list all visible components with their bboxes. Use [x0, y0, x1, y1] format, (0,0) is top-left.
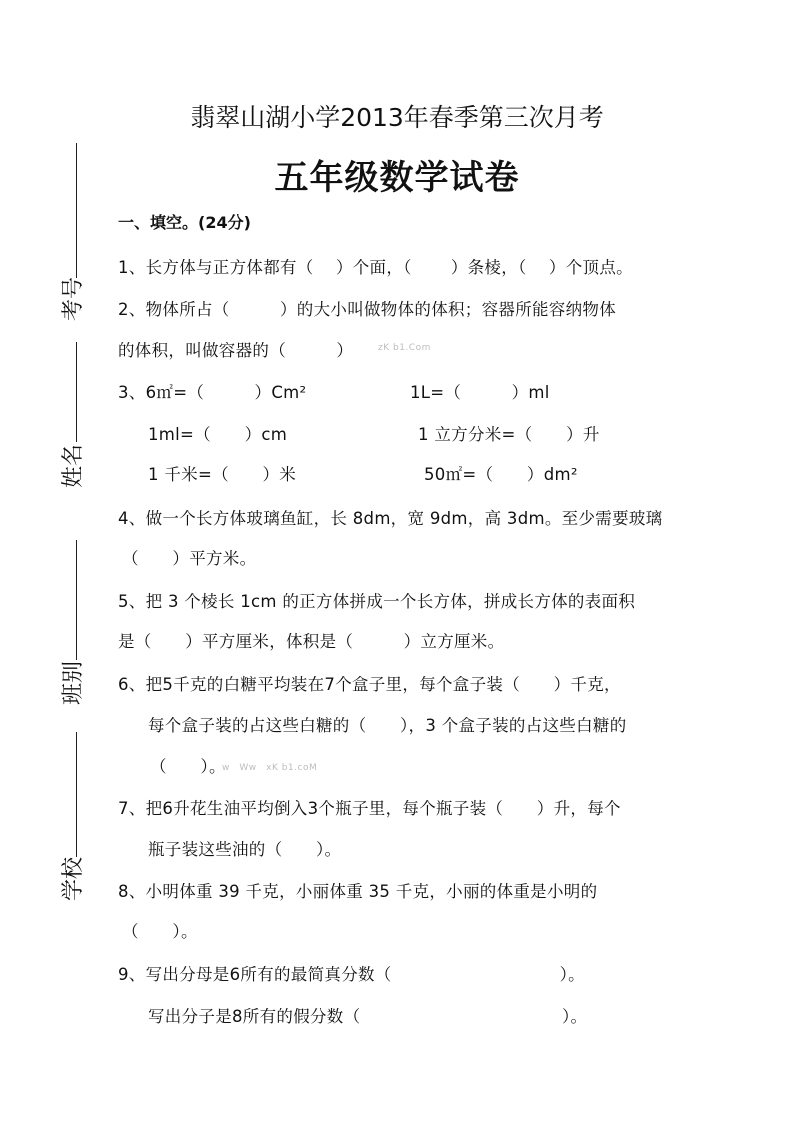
question-7-line-2: 瓶子装这些油的（ ）。	[148, 840, 342, 859]
margin-line-exam-number	[76, 342, 77, 442]
question-2-line-2: 的体积，叫做容器的（ ）	[118, 341, 354, 360]
question-3-item-f: 50㎡=（ ）dm²	[424, 465, 578, 484]
question-3-item-e: 1 千米=（ ）米	[148, 465, 297, 484]
question-1: 1、长方体与正方体都有（ ）个面，（ ）条棱，（ ）个顶点。	[118, 258, 633, 277]
question-7-line-1: 7、把6升花生油平均倒入3个瓶子里，每个瓶子装（ ）升，每个	[118, 799, 621, 818]
school-exam-title: 翡翠山湖小学2013年春季第三次月考	[190, 103, 604, 132]
question-3-item-a: 3、6㎡=（ ）Cm²	[118, 383, 307, 402]
question-6-line-1: 6、把5千克的白糖平均装在7个盒子里，每个盒子装（ ）千克，	[118, 675, 621, 694]
question-4-line-2: （ ）平方米。	[122, 549, 257, 568]
question-6-line-3: （ ）。	[150, 757, 226, 776]
school-label: 学校	[61, 856, 87, 902]
question-9-line-2: 写出分子是8所有的假分数（ ）。	[148, 1007, 588, 1026]
question-8-line-2: （ ）。	[122, 922, 198, 941]
question-9-line-1: 9、写出分母是6所有的最简真分数（ ）。	[118, 965, 585, 984]
margin-line-name	[76, 540, 77, 660]
question-3-item-d: 1 立方分米=（ ）升	[418, 425, 600, 444]
watermark-text: zK b1.Com	[378, 343, 431, 353]
margin-line-class	[76, 732, 77, 857]
question-4-line-1: 4、做一个长方体玻璃鱼缸，长 8dm，宽 9dm，高 3dm。至少需要玻璃	[118, 509, 663, 528]
watermark-text-2: w Ww xK b1.coM	[222, 763, 318, 773]
question-2-line-1: 2、物体所占（ ）的大小叫做物体的体积；容器所能容纳物体	[118, 300, 616, 319]
question-5-line-1: 5、把 3 个棱长 1cm 的正方体拼成一个长方体，拼成长方体的表面积	[118, 592, 636, 611]
question-6-line-2: 每个盒子装的占这些白糖的（ ），3 个盒子装的占这些白糖的	[148, 716, 627, 735]
question-3-item-b: 1L=（ ）ml	[410, 383, 550, 402]
class-label: 班别	[61, 660, 87, 706]
exam-number-label: 考号	[61, 276, 87, 322]
question-3-item-c: 1ml=（ ）cm	[148, 425, 288, 444]
question-5-line-2: 是（ ）平方厘米，体积是（ ）立方厘米。	[118, 632, 505, 651]
question-8-line-1: 8、小明体重 39 千克，小丽体重 35 千克，小丽的体重是小明的	[118, 882, 598, 901]
section-heading-fill-blanks: 一、填空。(24分)	[118, 213, 251, 232]
name-label: 姓名	[61, 443, 87, 489]
paper-title: 五年级数学试卷	[274, 158, 520, 198]
